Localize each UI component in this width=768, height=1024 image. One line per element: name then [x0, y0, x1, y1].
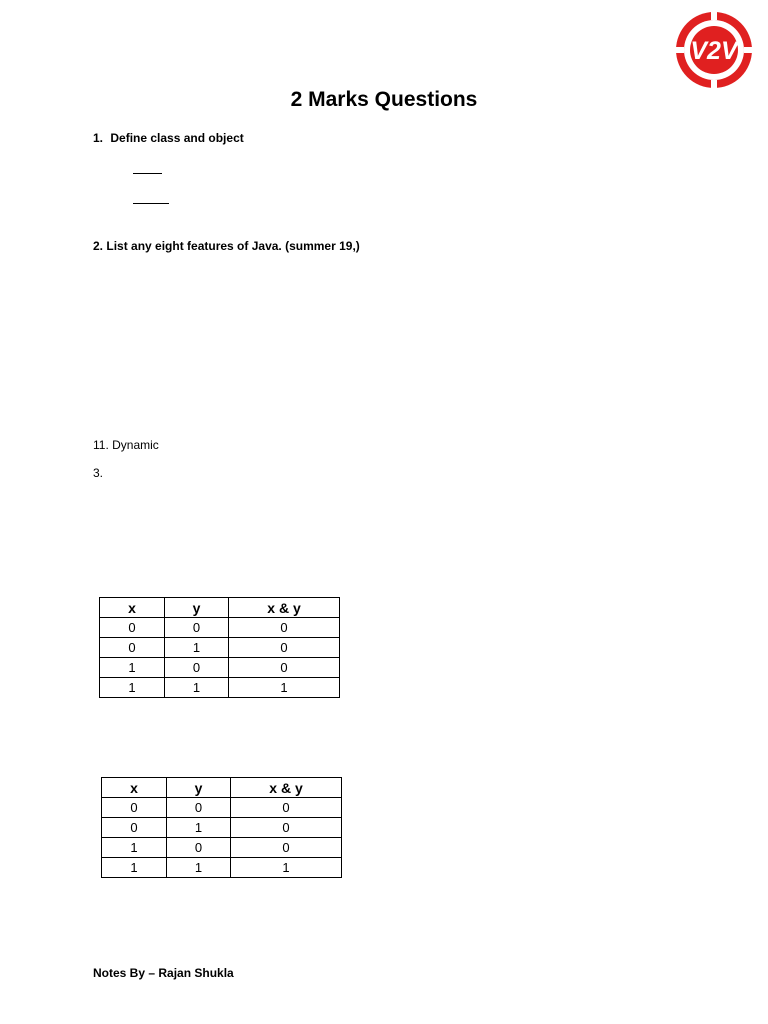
question-2-number: 2. — [93, 239, 104, 253]
table-cell: 0 — [167, 798, 231, 818]
table-cell: 1 — [100, 678, 165, 698]
table-cell: 0 — [100, 618, 165, 638]
table-header-row — [100, 598, 340, 618]
table-cell: 1 — [167, 818, 231, 838]
table-row — [100, 638, 340, 658]
table-row — [102, 818, 342, 838]
table-row — [100, 658, 340, 678]
table-cell: 1 — [102, 838, 167, 858]
question-1-text: Define class and object — [110, 131, 244, 145]
truth-table-1 — [99, 597, 340, 698]
table-cell: 1 — [102, 858, 167, 878]
question-2-text: List any eight features of Java. (summer 19,) — [106, 239, 360, 253]
table-cell: 0 — [167, 838, 231, 858]
column-header-x: x — [102, 778, 167, 798]
table-cell: 0 — [102, 798, 167, 818]
truth-table-2 — [101, 777, 342, 878]
table-cell: 1 — [231, 858, 342, 878]
list-item-dynamic: 11. Dynamic — [93, 438, 159, 452]
answer-blank-2 — [133, 203, 169, 204]
table-cell: 0 — [165, 618, 229, 638]
table-cell: 0 — [231, 838, 342, 858]
table-cell: 1 — [100, 658, 165, 678]
table-cell: 0 — [229, 618, 340, 638]
question-3-label: 3. — [93, 466, 104, 480]
table-cell: 1 — [167, 858, 231, 878]
table-cell: 1 — [165, 638, 229, 658]
table-row — [102, 858, 342, 878]
column-header-x: x — [100, 598, 165, 618]
table-cell: 0 — [231, 798, 342, 818]
column-header-y: y — [167, 778, 231, 798]
column-header-x-and-y: x & y — [229, 598, 340, 618]
table-row — [102, 838, 342, 858]
question-1-number: 1. — [93, 131, 104, 145]
table-cell: 0 — [100, 638, 165, 658]
table-row — [102, 798, 342, 818]
column-header-y: y — [165, 598, 229, 618]
footer-author: Notes By – Rajan Shukla — [93, 966, 234, 980]
question-2 — [93, 239, 360, 253]
table-cell: 1 — [165, 678, 229, 698]
table-row — [100, 678, 340, 698]
table-cell: 0 — [102, 818, 167, 838]
table-cell: 0 — [165, 658, 229, 678]
table-cell: 0 — [231, 818, 342, 838]
column-header-x-and-y: x & y — [231, 778, 342, 798]
table-row — [100, 618, 340, 638]
v2v-logo — [673, 9, 755, 91]
table-cell: 0 — [229, 658, 340, 678]
page-title: 2 Marks Questions — [290, 88, 478, 111]
answer-blank-1 — [133, 173, 162, 174]
logo-text: V2V — [690, 37, 738, 65]
table-cell: 0 — [229, 638, 340, 658]
table-header-row — [102, 778, 342, 798]
question-1 — [93, 131, 244, 145]
table-cell: 1 — [229, 678, 340, 698]
